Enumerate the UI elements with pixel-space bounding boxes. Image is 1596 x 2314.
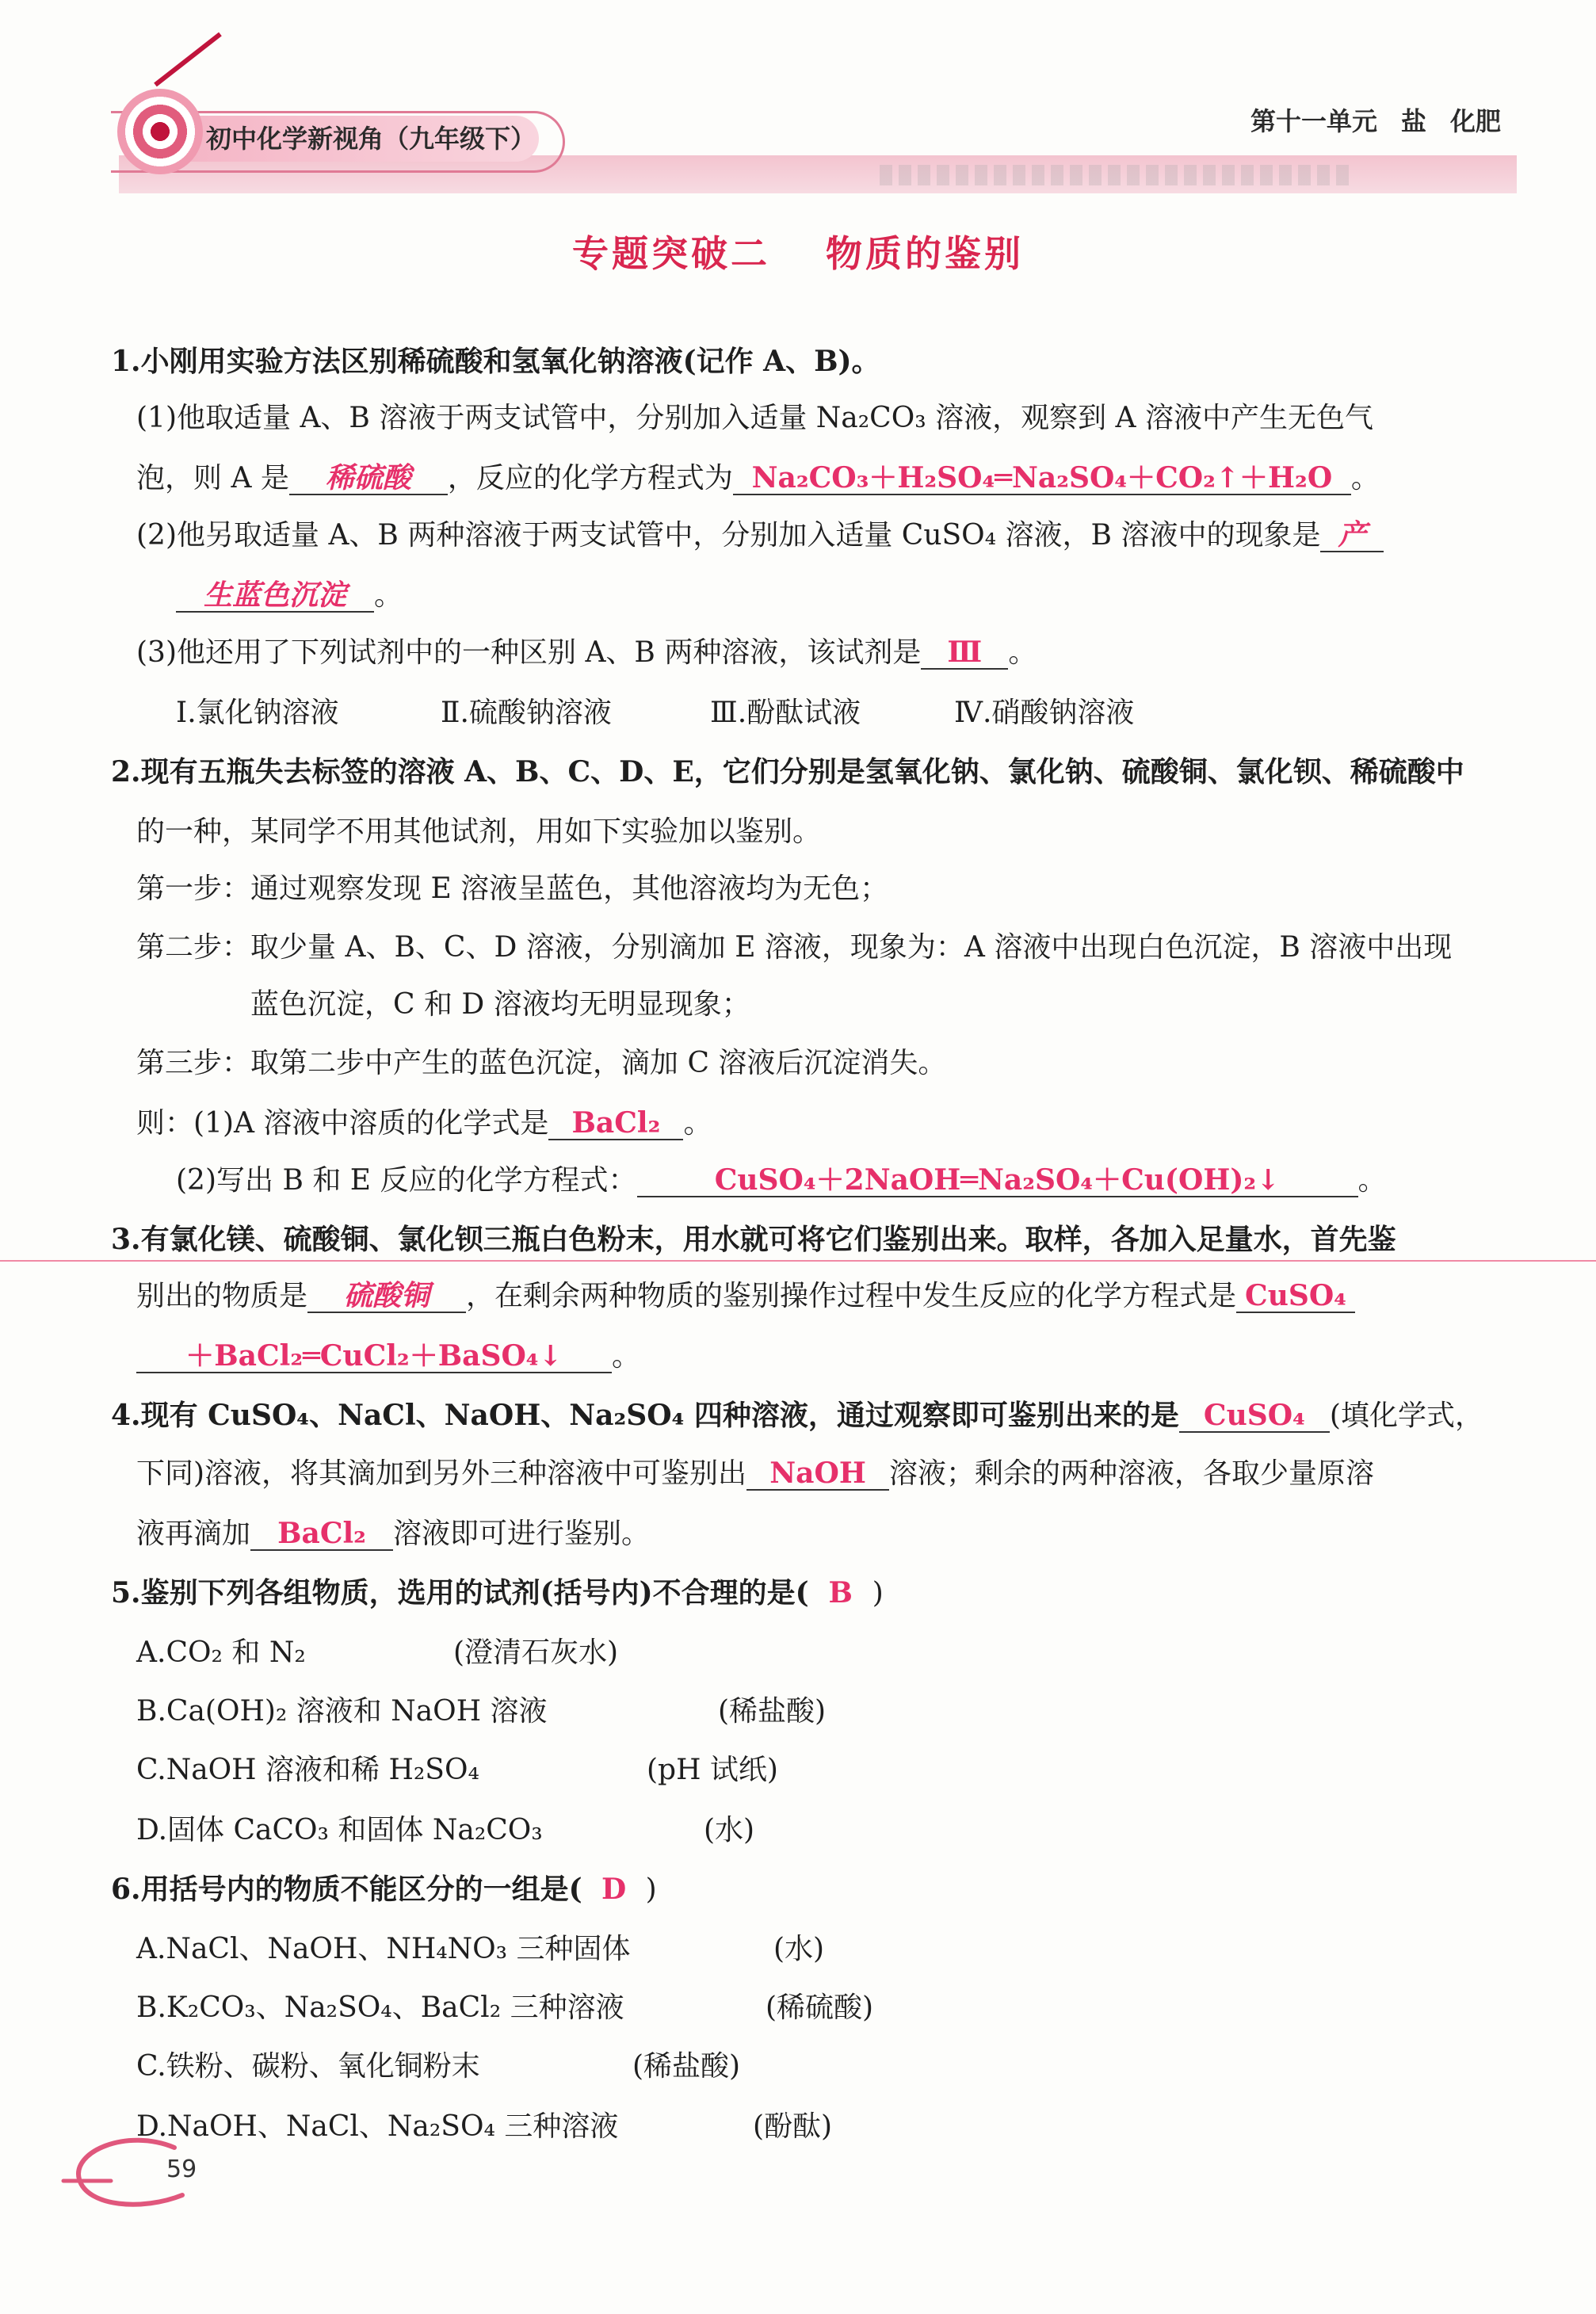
q6-option-d: D.NaOH、NaCl、Na₂SO₄ 三种溶液	[136, 2110, 619, 2143]
q2-line1: 2.现有五瓶失去标签的溶液 A、B、C、D、E，它们分别是氢氧化钠、氯化钠、硫酸铜、氯化钡、稀硫酸中	[111, 755, 1464, 789]
q1-p2-end: 。	[374, 579, 403, 612]
target-logo-icon	[117, 89, 203, 174]
q1-p3-text: (3)他还用了下列试剂中的一种区别 A、B 两种溶液，该试剂是	[136, 636, 922, 669]
q1-p2-line2	[176, 577, 403, 615]
q5-reagent-d: (水)	[704, 1814, 755, 1846]
q3-answer-a: 硫酸铜	[307, 1280, 466, 1313]
q6-option-c: C.铁粉、碳粉、氧化铜粉末	[136, 2050, 480, 2083]
q1-option-3: Ⅲ.酚酞试液	[710, 697, 861, 729]
q2-p2-end: 。	[1357, 1164, 1387, 1197]
page-title	[0, 225, 1596, 277]
q1-p1-text-b: ，反应的化学方程式为	[447, 462, 733, 494]
q3-end: 。	[612, 1340, 641, 1373]
q1-p2-line1	[136, 517, 1384, 555]
page-title-part2: 物质的鉴别	[826, 232, 1024, 275]
pink-rule	[0, 1260, 1596, 1262]
q4-text-f: 溶液即可进行鉴别。	[393, 1518, 651, 1550]
q5-option-b: B.Ca(OH)₂ 溶液和 NaOH 溶液	[136, 1695, 548, 1728]
page-header	[0, 0, 1596, 198]
q2-p1-text: 则：(1)A 溶液中溶质的化学式是	[136, 1107, 549, 1140]
q2-p2-answer: CuSO₄＋2NaOH═Na₂SO₄＋Cu(OH)₂↓	[637, 1164, 1358, 1197]
q4-line1	[111, 1396, 1483, 1435]
q1-option-1: Ⅰ.氯化钠溶液	[176, 697, 339, 729]
q5-option-a: A.CO₂ 和 N₂	[136, 1636, 306, 1669]
q5-stem	[111, 1574, 884, 1613]
unit-title	[1250, 101, 1501, 138]
q4-answer-a: CuSO₄	[1179, 1399, 1330, 1433]
q4-text-b: (填化学式，	[1329, 1399, 1483, 1432]
q1-p1-end: 。	[1350, 462, 1380, 494]
q4-answer-c: BaCl₂	[250, 1518, 393, 1551]
q5-reagent-c: (pH 试纸)	[647, 1754, 778, 1786]
q2-step3: 第三步：取第二步中产生的蓝色沉淀，滴加 C 溶液后沉淀消失。	[136, 1047, 947, 1079]
q4-text-c: 下同)溶液，将其滴加到另外三种溶液中可鉴别出	[136, 1457, 747, 1490]
q1-answer-a: 稀硫酸	[289, 462, 448, 495]
q3-line1: 3.有氯化镁、硫酸铜、氯化钡三瓶白色粉末，用水就可将它们鉴别出来。取样，各加入足量水，首先鉴	[111, 1223, 1396, 1256]
unit-number: 第十一单元	[1250, 106, 1377, 136]
q4-text-a: 4.现有 CuSO₄、NaCl、NaOH、Na₂SO₄ 四种溶液，通过观察即可鉴别出来的是	[111, 1399, 1179, 1432]
q6-stem-text: 6.用括号内的物质不能区分的一组是(	[111, 1873, 582, 1906]
q6-reagent-d: (酚酞)	[753, 2110, 833, 2143]
q2-p1	[136, 1105, 712, 1143]
q1-p1-line1: (1)他取适量 A、B 溶液于两支试管中，分别加入适量 Na₂CO₃ 溶液，观察到 A 溶液中产生无色气	[136, 402, 1373, 434]
header-show-through-text	[880, 165, 1355, 185]
q6-stem	[111, 1870, 657, 1909]
q1-p2-answer-a: 产	[1320, 519, 1384, 552]
q2-p1-end: 。	[683, 1107, 712, 1140]
q5-option-c: C.NaOH 溶液和稀 H₂SO₄	[136, 1754, 479, 1786]
q1-p2-answer-b: 生蓝色沉淀	[176, 579, 374, 613]
q3-answer-b2: ＋BaCl₂═CuCl₂＋BaSO₄↓	[136, 1340, 612, 1373]
q4-line2	[136, 1455, 1374, 1493]
q6-option-b: B.K₂CO₃、Na₂SO₄、BaCl₂ 三种溶液	[136, 1991, 624, 2024]
q2-step2-a: 第二步：取少量 A、B、C、D 溶液，分别滴加 E 溶液，现象为：A 溶液中出现白色沉淀，B 溶液中出现	[136, 931, 1453, 964]
q5-stem-close: )	[872, 1577, 884, 1609]
q1-p1-line2	[136, 460, 1380, 498]
q1-stem: 1.小刚用实验方法区别稀硫酸和氢氧化钠溶液(记作 A、B)。	[111, 345, 880, 378]
q3-line3	[136, 1338, 640, 1376]
unit-topic-salt: 盐	[1400, 106, 1426, 136]
q2-p2	[176, 1162, 1387, 1200]
q4-text-e: 液再滴加	[136, 1518, 251, 1550]
unit-topic-fertilizer: 化肥	[1449, 106, 1501, 136]
q1-option-2: Ⅱ.硫酸钠溶液	[441, 697, 612, 729]
q2-line2: 的一种，某同学不用其他试剂，用如下实验加以鉴别。	[136, 815, 822, 848]
q2-p2-text: (2)写出 B 和 E 反应的化学方程式：	[176, 1164, 637, 1197]
q4-text-d: 溶液；剩余的两种溶液，各取少量原溶	[889, 1457, 1375, 1490]
q2-step2-b: 蓝色沉淀，C 和 D 溶液均无明显现象；	[250, 988, 750, 1021]
q6-reagent-a: (水)	[773, 1933, 825, 1965]
q5-option-d: D.固体 CaCO₃ 和固体 Na₂CO₃	[136, 1814, 543, 1846]
q5-stem-text: 5.鉴别下列各组物质，选用的试剂(括号内)不合理的是(	[111, 1576, 809, 1609]
q5-answer: B	[828, 1576, 853, 1609]
q6-reagent-c: (稀盐酸)	[632, 2050, 741, 2083]
q3-text-a: 别出的物质是	[136, 1280, 308, 1312]
q1-p3-answer: Ⅲ	[921, 636, 1008, 670]
q4-line3	[136, 1515, 650, 1553]
q5-reagent-a: (澄清石灰水)	[453, 1636, 619, 1669]
q2-step1: 第一步：通过观察发现 E 溶液呈蓝色，其他溶液均为无色；	[136, 873, 889, 905]
book-title: 初中化学新视角（九年级下）	[206, 124, 536, 154]
arrow-logo-icon	[154, 32, 222, 87]
q1-option-4: Ⅳ.硝酸钠溶液	[954, 697, 1135, 729]
q3-answer-b1: CuSO₄	[1236, 1280, 1355, 1313]
q1-answer-b: Na₂CO₃＋H₂SO₄═Na₂SO₄＋CO₂↑＋H₂O	[733, 462, 1351, 495]
q4-answer-b: NaOH	[746, 1457, 889, 1491]
q1-p2-text: (2)他另取适量 A、B 两种溶液于两支试管中，分别加入适量 CuSO₄ 溶液，B 溶液中的现象是	[136, 519, 1321, 552]
q1-p3-line	[136, 634, 1037, 672]
q1-p1-text-a: 泡，则 A 是	[136, 462, 289, 494]
q1-p3-end: 。	[1008, 636, 1037, 669]
q6-reagent-b: (稀硫酸)	[766, 1991, 874, 2024]
q6-option-a: A.NaCl、NaOH、NH₄NO₃ 三种固体	[136, 1933, 631, 1965]
page-number: 59	[166, 2156, 197, 2183]
page-title-part1: 专题突破二	[572, 232, 770, 275]
q5-reagent-b: (稀盐酸)	[718, 1695, 827, 1728]
q6-stem-close: )	[645, 1873, 657, 1906]
q2-p1-answer: BaCl₂	[548, 1107, 683, 1140]
q3-line2	[136, 1277, 1355, 1315]
q3-text-b: ，在剩余两种物质的鉴别操作过程中发生反应的化学方程式是	[466, 1280, 1237, 1312]
q6-answer: D	[601, 1873, 627, 1906]
